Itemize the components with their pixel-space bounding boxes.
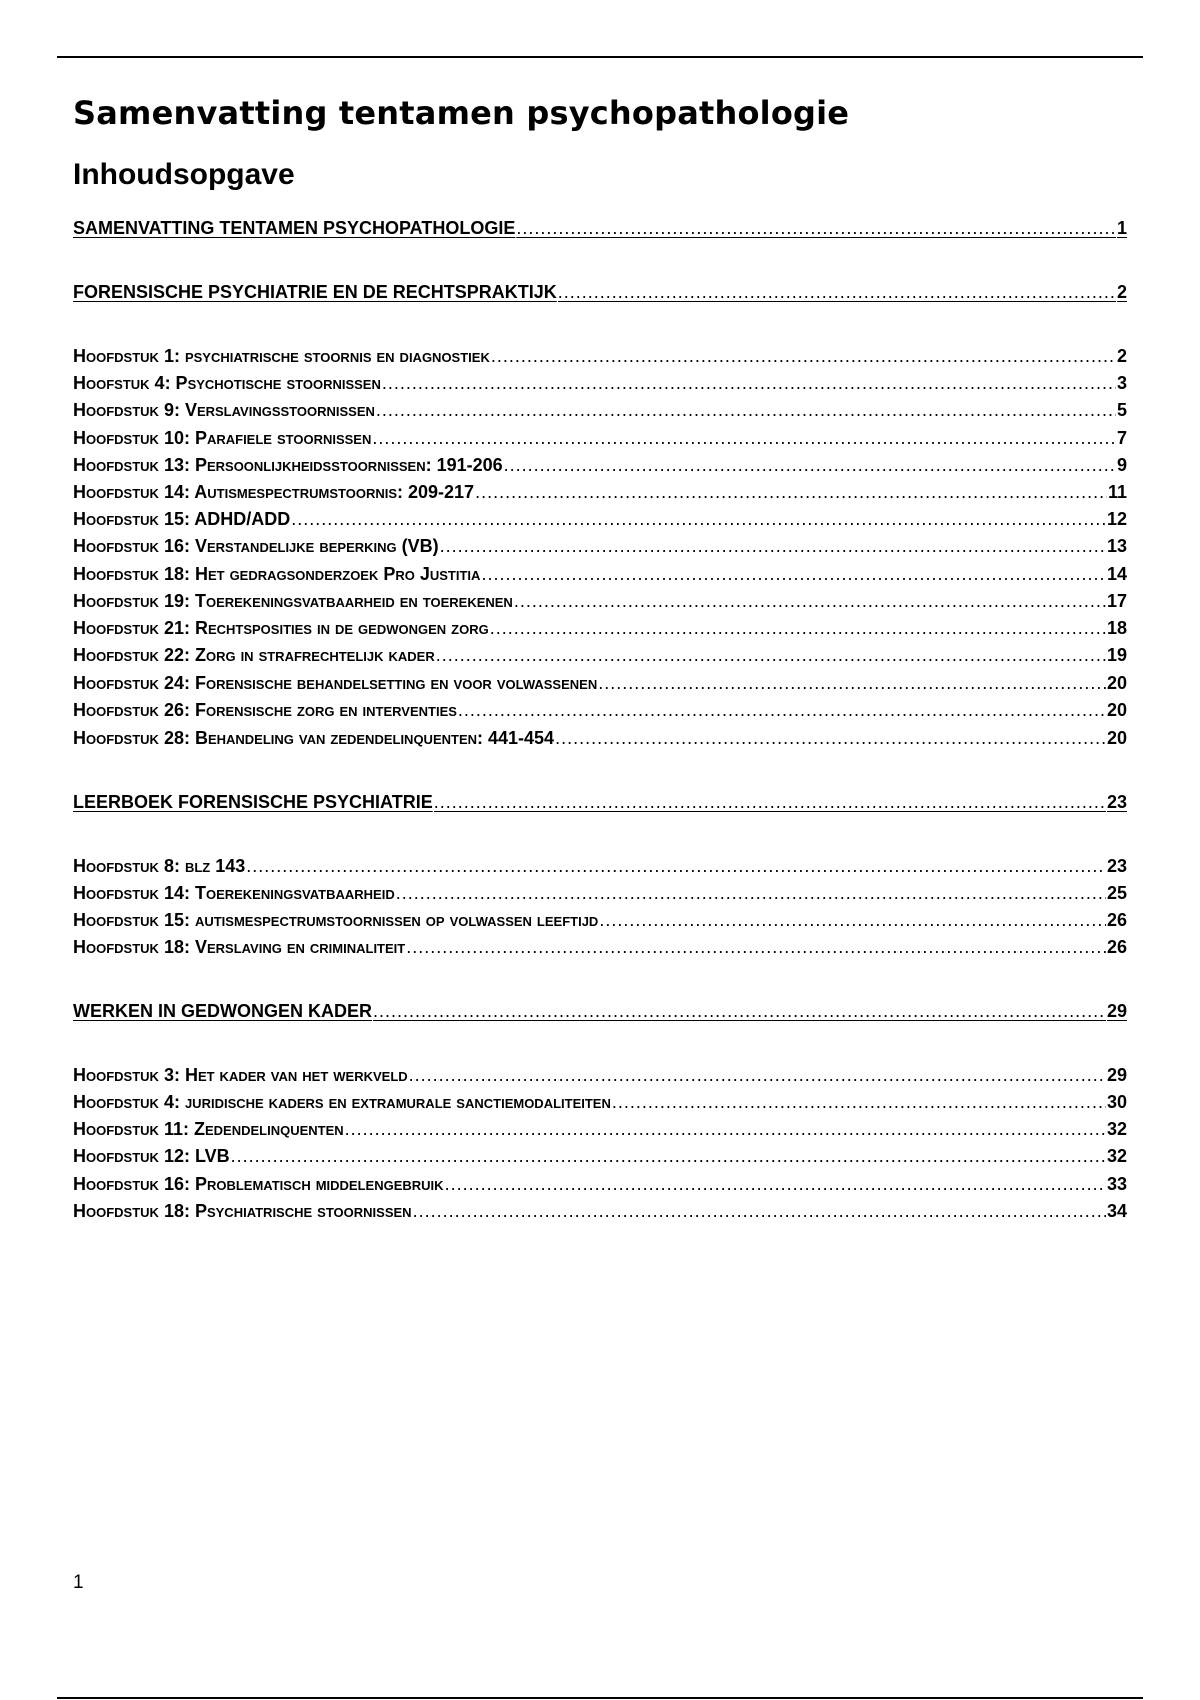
toc-chapter-link[interactable]: [73, 455, 1127, 476]
toc-entry-label: Hoofdstuk 26: Forensische zorg en interventies: [73, 700, 457, 720]
toc-page-number: 30: [1106, 1092, 1127, 1112]
toc-entry-label: Hoofdstuk 11: Zedendelinquenten: [73, 1119, 344, 1139]
toc-leader-dots: [514, 591, 1106, 612]
toc-page-number: 20: [1106, 728, 1127, 748]
toc-page-number: 23: [1106, 792, 1127, 812]
toc-page-number: 29: [1106, 1001, 1127, 1021]
toc-chapter-link[interactable]: [73, 1174, 1127, 1195]
toc-leader-dots: [413, 1201, 1106, 1222]
toc-chapter-link[interactable]: [73, 564, 1127, 585]
toc-chapter-link[interactable]: [73, 700, 1127, 721]
toc-section-link[interactable]: [73, 1001, 1127, 1022]
toc-page-number: 25: [1106, 883, 1127, 903]
toc-leader-dots: [475, 482, 1107, 503]
toc-page-number: 19: [1106, 645, 1127, 665]
toc-page-number: 32: [1106, 1119, 1127, 1139]
toc-leader-dots: [440, 536, 1106, 557]
toc-leader-dots: [231, 1146, 1106, 1167]
footer-rule: [57, 1697, 1143, 1699]
toc-chapter-link[interactable]: [73, 400, 1127, 421]
toc-leader-dots: [291, 509, 1106, 530]
toc-entry-label: Hoofdstuk 3: Het kader van het werkveld: [73, 1065, 408, 1085]
toc-chapter-link[interactable]: [73, 482, 1127, 503]
toc-page-number: 20: [1106, 673, 1127, 693]
toc-page-number: 17: [1106, 591, 1127, 611]
toc-entry-label: Hoofdstuk 10: Parafiele stoornissen: [73, 428, 372, 448]
toc-chapter-link[interactable]: [73, 373, 1127, 394]
toc-entry-label: Hoofdstuk 21: Rechtsposities in de gedwongen zorg: [73, 618, 489, 638]
toc-leader-dots: [246, 856, 1106, 877]
toc-chapter-link[interactable]: [73, 728, 1127, 749]
toc-entry-label: Hoofdstuk 18: Psychiatrische stoornissen: [73, 1201, 412, 1221]
toc-chapter-link[interactable]: [73, 645, 1127, 666]
toc-leader-dots: [516, 218, 1116, 239]
toc-entry-label: Hoofdstuk 8: blz 143: [73, 856, 246, 876]
toc-entry-label: Hoofdstuk 22: Zorg in strafrechtelijk kader: [73, 645, 435, 665]
toc-page-number: 26: [1106, 910, 1127, 930]
toc-page-number: 13: [1106, 536, 1127, 556]
toc-page-number: 18: [1106, 618, 1127, 638]
toc-leader-dots: [436, 645, 1106, 666]
toc-page-number: 2: [1116, 346, 1127, 366]
toc-leader-dots: [599, 910, 1106, 931]
toc-leader-dots: [373, 1001, 1106, 1022]
toc-leader-dots: [396, 883, 1106, 904]
toc-leader-dots: [406, 937, 1106, 958]
toc-heading: Inhoudsopgave: [73, 158, 295, 191]
toc-chapter-link[interactable]: [73, 1065, 1127, 1086]
toc-entry-label: Hoofdstuk 18: Het gedragsonderzoek Pro Justitia: [73, 564, 481, 584]
toc-chapter-link[interactable]: [73, 673, 1127, 694]
toc-chapter-link[interactable]: [73, 856, 1127, 877]
toc-chapter-link[interactable]: [73, 536, 1127, 557]
toc-page-number: 11: [1107, 482, 1127, 502]
toc-chapter-link[interactable]: [73, 910, 1127, 931]
toc-leader-dots: [445, 1174, 1106, 1195]
toc-leader-dots: [458, 700, 1106, 721]
toc-entry-label: Hoofdstuk 15: autismespectrumstoornissen op volwassen leeftijd: [73, 910, 599, 930]
toc-entry-label: Hoofdstuk 19: Toerekeningsvatbaarheid en toerekenen: [73, 591, 513, 611]
toc-page-number: 32: [1106, 1146, 1127, 1166]
toc-leader-dots: [376, 400, 1116, 421]
toc-page-number: 34: [1106, 1201, 1127, 1221]
toc-page-number: 1: [1116, 218, 1127, 238]
toc-entry-label: Hoofdstuk 12: LVB: [73, 1146, 230, 1166]
toc-leader-dots: [598, 673, 1106, 694]
toc-page-number: 7: [1116, 428, 1127, 448]
toc-page-number: 29: [1106, 1065, 1127, 1085]
toc-entry-label: Hoofdstuk 9: Verslavingsstoornissen: [73, 400, 375, 420]
toc-entry-label: Hoofdstuk 18: Verslaving en criminaliteit: [73, 937, 406, 957]
toc-chapter-link[interactable]: [73, 1146, 1127, 1167]
toc-chapter-link[interactable]: [73, 346, 1127, 367]
toc-entry-label: Hoofdstuk 15: ADHD/ADD: [73, 509, 291, 529]
toc-section-link[interactable]: [73, 218, 1127, 239]
toc-page-number: 33: [1106, 1174, 1127, 1194]
toc-chapter-link[interactable]: [73, 618, 1127, 639]
toc-leader-dots: [504, 455, 1116, 476]
toc-entry-label: Hoofdstuk 14: Toerekeningsvatbaarheid: [73, 883, 395, 903]
toc-leader-dots: [612, 1092, 1106, 1113]
toc-page-number: 20: [1106, 700, 1127, 720]
header-rule: [57, 56, 1143, 58]
toc-chapter-link[interactable]: [73, 883, 1127, 904]
toc-leader-dots: [345, 1119, 1106, 1140]
toc-leader-dots: [382, 373, 1116, 394]
toc-entry-label: Hoofstuk 4: Psychotische stoornissen: [73, 373, 381, 393]
toc-page-number: 12: [1106, 509, 1127, 529]
toc-entry-label: SAMENVATTING TENTAMEN PSYCHOPATHOLOGIE: [73, 218, 516, 238]
toc-leader-dots: [434, 792, 1106, 813]
toc-entry-label: Hoofdstuk 14: Autismespectrumstoornis: 209-217: [73, 482, 475, 502]
toc-chapter-link[interactable]: [73, 428, 1127, 449]
toc-section-link[interactable]: [73, 282, 1127, 303]
toc-page-number: 26: [1106, 937, 1127, 957]
toc-page-number: 23: [1106, 856, 1127, 876]
toc-page-number: 9: [1116, 455, 1127, 475]
toc-chapter-link[interactable]: [73, 1092, 1127, 1113]
toc-entry-label: Hoofdstuk 24: Forensische behandelsetting en voor volwassenen: [73, 673, 598, 693]
toc-leader-dots: [491, 346, 1116, 367]
page-number: 1: [73, 1572, 84, 1593]
toc-entry-label: LEERBOEK FORENSISCHE PSYCHIATRIE: [73, 792, 433, 812]
toc-chapter-link[interactable]: [73, 591, 1127, 612]
toc-leader-dots: [409, 1065, 1106, 1086]
toc-entry-label: WERKEN IN GEDWONGEN KADER: [73, 1001, 373, 1021]
document-title: Samenvatting tentamen psychopathologie: [73, 94, 850, 132]
toc-page-number: 3: [1116, 373, 1127, 393]
toc-leader-dots: [490, 618, 1106, 639]
toc-entry-label: Hoofdstuk 13: Persoonlijkheidsstoornissen: 191-206: [73, 455, 503, 475]
toc-leader-dots: [558, 282, 1116, 303]
toc-page-number: 2: [1116, 282, 1127, 302]
toc-section-link[interactable]: [73, 792, 1127, 813]
toc-page-number: 14: [1106, 564, 1127, 584]
toc-entry-label: Hoofdstuk 4: juridische kaders en extramurale sanctiemodaliteiten: [73, 1092, 611, 1112]
toc-entry-label: Hoofdstuk 16: Verstandelijke beperking (VB): [73, 536, 439, 556]
toc-entry-label: FORENSISCHE PSYCHIATRIE EN DE RECHTSPRAKTIJK: [73, 282, 557, 302]
toc-chapter-link[interactable]: [73, 1119, 1127, 1140]
toc-chapter-link[interactable]: [73, 937, 1127, 958]
toc-leader-dots: [372, 428, 1116, 449]
toc-chapter-link[interactable]: [73, 509, 1127, 530]
toc-leader-dots: [481, 564, 1106, 585]
toc-entry-label: Hoofdstuk 1: psychiatrische stoornis en diagnostiek: [73, 346, 490, 366]
toc-page-number: 5: [1116, 400, 1127, 420]
toc-chapter-link[interactable]: [73, 1201, 1127, 1222]
toc-leader-dots: [555, 728, 1106, 749]
toc-entry-label: Hoofdstuk 28: Behandeling van zedendelinquenten: 441-454: [73, 728, 555, 748]
toc-entry-label: Hoofdstuk 16: Problematisch middelengebruik: [73, 1174, 444, 1194]
